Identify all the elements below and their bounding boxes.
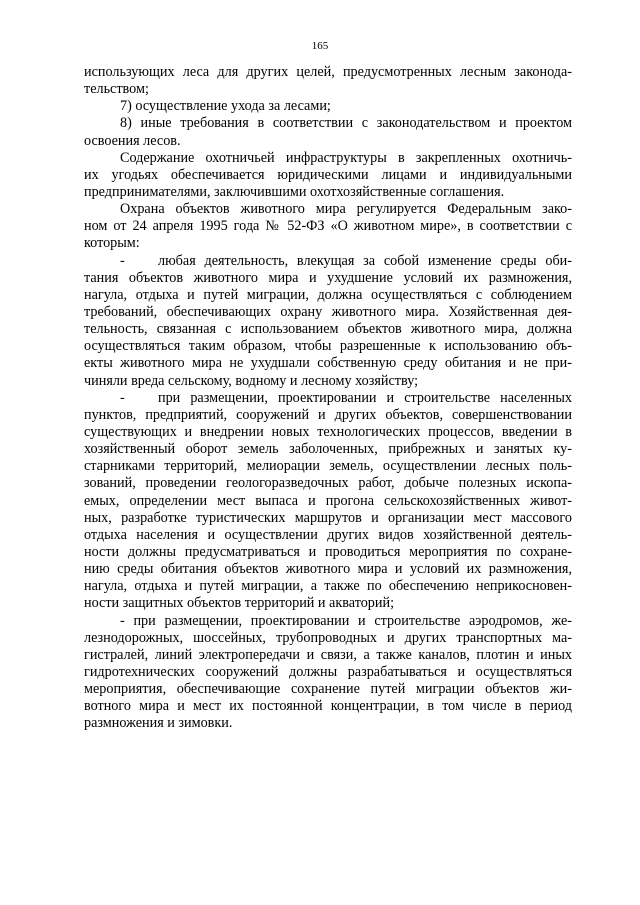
text-line	[84, 235, 572, 252]
text-line	[84, 133, 572, 150]
text-line	[84, 167, 572, 184]
text-line	[84, 81, 572, 98]
list-dash: -	[120, 389, 125, 406]
line-text: требований, обеспечивающих охрану животного мира. Хозяйственная дея-	[84, 303, 572, 320]
text-line	[84, 355, 572, 372]
line-text: гистралей, линий электропередачи и связи, а также каналов, плотин и иных	[84, 646, 572, 663]
line-text: чиняли вреда сельскому, водному и лесному хозяйству;	[84, 372, 419, 389]
text-line	[84, 338, 572, 355]
line-text: ном от 24 апреля 1995 года № 52-ФЗ «О животном мире», в соответствии с	[84, 218, 572, 235]
text-line	[84, 253, 572, 270]
text-line	[84, 681, 572, 698]
line-text: использующих леса для других целей, предусмотренных лесным законода-	[84, 64, 572, 80]
line-text: Охрана объектов животного мира регулируется Федеральным зако-	[120, 201, 572, 218]
text-line	[84, 561, 572, 578]
line-text: пунктов, предприятий, сооружений и других объектов, совершенствовании	[84, 406, 572, 423]
text-line	[84, 493, 572, 510]
line-text: отдыха населения и осуществлении других видов хозяйственной деятель-	[84, 526, 572, 543]
line-text: их угодьях обеспечивается юридическими лицами и индивидуальными	[84, 166, 572, 183]
line-text: любая деятельность, влекущая за собой изменение среды оби-	[158, 252, 572, 269]
line-text: емых, определении мест выпаса и прогона сельскохозяйственных живот-	[84, 492, 572, 509]
line-text: вотного мира и мест их постоянной концентрации, в том числе в период	[84, 698, 572, 715]
text-line	[84, 698, 572, 715]
line-text: ных, разработке туристических маршрутов и организации мест массового	[84, 509, 572, 526]
line-text: мероприятия, обеспечивающие сохранение путей миграции объектов жи-	[84, 681, 572, 698]
line-text: ности должны предусматриваться и проводиться мероприятия по сохране-	[84, 543, 572, 560]
text-line	[84, 510, 572, 527]
line-text: хозяйственный оборот земель заболоченных, прибрежных и занятых ку-	[84, 441, 572, 458]
text-line	[84, 321, 572, 338]
text-line	[84, 115, 572, 132]
line-text: размножения и зимовки.	[84, 715, 233, 732]
line-text: осуществляться таким образом, чтобы разрешенные к использованию объ-	[84, 338, 572, 355]
line-text: екты животного мира не ухудшали собственную среду обитания и не при-	[84, 355, 572, 372]
text-line	[84, 98, 572, 115]
line-text: зований, проведении геологоразведочных работ, добыче полезных ископа-	[84, 475, 572, 492]
line-text: тельством;	[84, 81, 149, 98]
text-line	[84, 287, 572, 304]
text-line	[84, 458, 572, 475]
text-line	[84, 475, 572, 492]
text-line	[84, 715, 572, 732]
line-text: гидротехнических сооружений должны разрабатываться и осуществляться	[84, 663, 572, 680]
line-text: освоения лесов.	[84, 132, 181, 149]
line-text: нагула, отдыха и путей миграции, должна осуществляться с соблюдением	[84, 286, 572, 303]
text-line	[84, 664, 572, 681]
line-text: нию среды обитания объектов животного мира и условий их размножения,	[84, 561, 572, 578]
text-line	[84, 390, 572, 407]
text-line	[84, 441, 572, 458]
text-line	[84, 424, 572, 441]
text-line	[84, 578, 572, 595]
text-line	[84, 613, 572, 630]
text-line	[84, 218, 572, 235]
text-line	[84, 373, 572, 390]
page-number: 165	[311, 40, 329, 52]
line-text: при размещении, проектировании и строительстве населенных	[158, 389, 572, 406]
line-text: 7) осуществление ухода за лесами;	[120, 98, 331, 115]
text-line	[84, 184, 572, 201]
line-text: - при размещении, проектировании и строительстве аэродромов, же-	[120, 612, 572, 629]
line-text: нагула, отдыха и путей миграции, а также по обеспечению неприкосновен-	[84, 578, 572, 595]
line-text: тания объектов животного мира и ухудшение условий их размножения,	[84, 269, 572, 286]
line-text: предпринимателями, заключившими охотхозяйственные соглашения.	[84, 183, 505, 200]
line-text: которым:	[84, 235, 140, 252]
text-line	[84, 150, 572, 167]
line-text: ности защитных объектов территорий и акваторий;	[84, 595, 395, 612]
text-line	[84, 630, 572, 647]
line-text: существующих и внедрении новых технологических процессов, введении в	[84, 423, 572, 440]
text-line	[84, 270, 572, 287]
document-body	[84, 64, 572, 732]
text-line	[84, 544, 572, 561]
text-line	[84, 647, 572, 664]
text-line	[84, 527, 572, 544]
text-line	[84, 64, 572, 81]
line-text: 8) иные требования в соответствии с законодательством и проектом	[120, 115, 572, 132]
line-text: Содержание охотничьей инфраструктуры в закрепленных охотничь-	[120, 149, 572, 166]
list-dash: -	[120, 252, 125, 269]
line-text: старниками территорий, мелиорации земель, осуществлении лесных поль-	[84, 458, 572, 475]
text-line	[84, 407, 572, 424]
text-line	[84, 595, 572, 612]
line-text: лезнодорожных, шоссейных, трубопроводных и других транспортных ма-	[84, 629, 572, 646]
text-line	[84, 304, 572, 321]
text-line	[84, 201, 572, 218]
line-text: тельность, связанная с использованием объектов животного мира, должна	[84, 321, 572, 338]
